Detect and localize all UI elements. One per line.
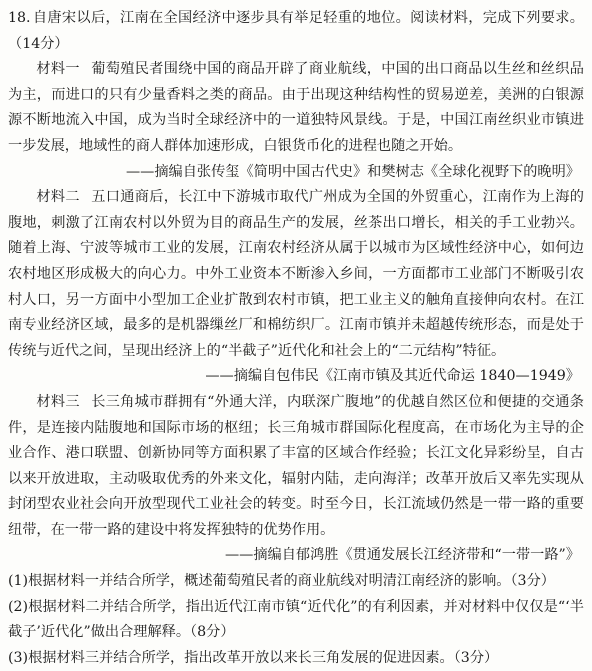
material-three-label: 材料三 [36,393,80,410]
material-two-text: 五口通商后，长江中下游城市取代广州成为全国的外贸重心，江南作为上海的腹地，刺激了江南农村以外贸为目的商品生产的发展，丝茶出口增长，相关的手工业勃兴。随着上海、宁波等城市工业的发展，江南农村经济从属于以城市为区域性经济中心，如何边农村地区形成极大的向心力。中外工业资本不断渗入乡间，一方面都市工业部门不断吸引农村人口，另一方面中小型加工企业扩散到农村市镇，把工业主义的触角直接伸向农村。在江南专业经济区域，最多的是机器缫丝厂和棉纺织厂。江南市镇并未超越传统形态，而是处于传统与近代之间，呈现出经济上的“半截子”近代化和社会上的“二元结构”特征。 [8,189,584,359]
material-one-source: ——摘编自张传玺《简明中国古代史》和樊树志《全球化视野下的晚明》 [125,163,580,180]
material-one [8,57,584,159]
sub-question-2: (2)根据材料二并结合所学，指出近代江南市镇“近代化”的有利因素，并对材料中仅仅是“‘半截子’近代化”做出合理解释。（8分） [8,598,584,641]
material-three [8,390,584,544]
question-stem-text: 自唐宋以后，江南在全国经济中逐步具有举足轻重的地位。阅读材料，完成下列要求。（14分） [8,10,584,52]
question-stem [8,6,584,57]
material-two-source: ——摘编自包伟民《江南市镇及其近代命运 1840—1949》 [205,368,580,385]
material-three-source: ——摘编自郁鸿胜《贯通发展长江经济带和“一带一路”》 [224,547,580,564]
material-one-label: 材料一 [36,61,80,78]
sub-question-1: (1)根据材料一并结合所学，概述葡萄殖民者的商业航线对明清江南经济的影响。（3分） [8,573,555,590]
material-one-text: 葡萄殖民者围绕中国的商品开辟了商业航线，中国的出口商品以生丝和丝织品为主，而进口的只有少量香料之类的商品。由于出现这种结构性的贸易逆差，美洲的白银源源不断地流入中国，成为当时全球经济中的一道独特风景线。于是，中国江南丝织业市镇进一步发展，地域性的商人群体加速形成，白银货币化的进程也随之开始。 [8,61,584,154]
material-three-text: 长三角城市群拥有“外通大洋，内联深广腹地”的优越自然区位和便捷的交通条件，是连接内陆腹地和国际市场的枢纽；长三角城市群国际化程度高，在市场化为主导的企业合作、港口联盟、创新协同等方面积累了丰富的区域合作经验；长江文化异彩纷呈，自古以来开放进取，主动吸取优秀的外来文化，辐射内陆，走向海洋；改革开放后又率先实现从封闭型农业社会向开放型现代工业社会的转变。时至今日，长江流域仍然是一带一路的重要纽带，在一带一路的建设中将发挥独特的优势作用。 [8,393,584,538]
material-two-label: 材料二 [36,189,80,206]
material-two [8,185,584,364]
sub-question-3: (3)根据材料三并结合所学，指出改革开放以来长三角发展的促进因素。（3分） [8,649,499,666]
question-number: 18. [8,10,31,26]
